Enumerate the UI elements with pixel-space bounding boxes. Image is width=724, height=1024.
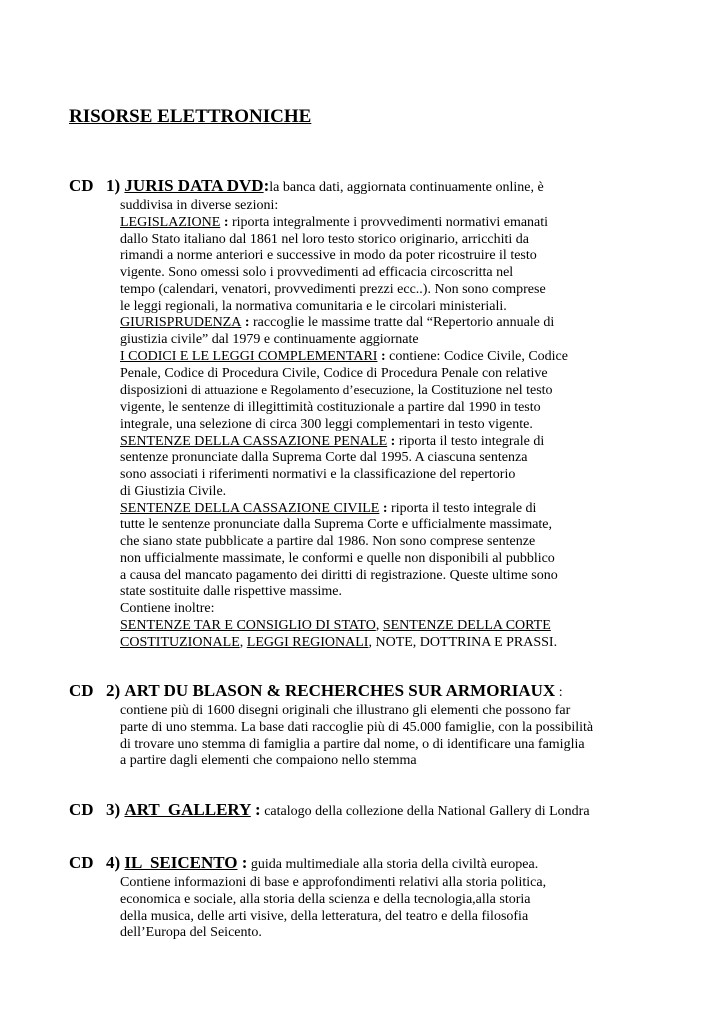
entry-number: 3) [106,800,121,819]
section-giurisprudenza [120,315,709,332]
text-line: integrale, una selezione di circa 300 leggi complementari in testo vigente. [120,416,533,432]
text-line: state sostituite dalle rispettive massime. [120,584,343,600]
cd-label: CD [69,681,94,700]
cd-entry-juris-data [69,176,709,651]
text-fragment: , la Costituzione nel testo [410,383,553,399]
extra-section-corte: SENTENZE DELLA CORTE [382,617,551,633]
cd-label: CD [69,853,94,872]
extra-section-rest: , NOTE, DOTTRINA E PRASSI. [368,634,558,650]
text-line: tempo (calendari, venatori, provvedimenti prezzi ecc..). Non sono comprese [120,281,546,297]
entry-colon: : [555,685,563,700]
text-line: di trovare uno stemma di famiglia a partire dal nome, o di identificare una famiglia [120,736,585,752]
text-line: di Giustizia Civile. [120,483,227,499]
section-label: I CODICI E LE LEGGI COMPLEMENTARI [120,348,378,364]
entry-body [120,875,709,942]
text-line: tutte le sentenze pronunciate dalla Suprema Corte e ufficialmente massimate, [120,517,553,533]
section-cassazione-penale [120,434,709,451]
entry-heading [69,681,709,703]
section-codici [120,349,709,366]
text-line: contiene più di 1600 disegni originali che illustrano gli elementi che possono far [120,703,571,718]
cd-entry-art-gallery [69,800,709,822]
cd-entry-art-du-blason [69,681,709,770]
entry-description: guida multimediale alla storia della civiltà europea. [247,857,539,872]
text-line [120,382,709,400]
text-line: vigente. Sono omessi solo i provvedimenti ad efficacia circoscritta nel [120,265,514,280]
extra-section-leggi-regionali: LEGGI REGIONALI [246,634,369,650]
text-line: parte di uno stemma. La base dati raccoglie più di 45.000 famiglie, con la possibilità [120,719,594,735]
text-line: della musica, delle arti visive, della letteratura, del teatro e della filosofia [120,908,529,924]
entry-description: catalogo della collezione della National Gallery di Londra [260,804,590,819]
cd-label: CD [69,800,94,819]
entry-heading [69,800,709,822]
entry-number: 1) [106,176,121,195]
separator: , [239,634,247,650]
entry-title: ART GALLERY [124,800,251,819]
entry-intro: la banca dati, aggiornata continuamente online, è [269,180,544,195]
extra-section-tar: SENTENZE TAR E CONSIGLIO DI STATO [120,617,376,633]
section-colon: : [220,214,229,230]
text-line: che siano state pubblicate a partire dal 1986. Non sono comprese sentenze [120,534,536,549]
text-line: dallo Stato italiano dal 1861 nel loro testo storico originario, arricchiti da [120,231,530,247]
text-line: Penale, Codice di Procedura Civile, Codice di Procedura Penale con relative [120,365,548,381]
section-label: SENTENZE DELLA CASSAZIONE CIVILE [120,500,380,516]
entry-number: 2) [106,681,121,700]
entry-number: 4) [106,853,121,872]
text-fragment-small: di attuazione e Regolamento d’esecuzione [191,382,411,398]
text-line: giustizia civile” dal 1979 e continuamente aggiornate [120,332,419,347]
entry-colon: : [250,800,261,819]
entry-title: JURIS DATA DVD [124,176,264,195]
section-colon: : [377,348,386,364]
text-line: rimandi a norme anteriori e successive in modo da poter ricostruire il testo [120,248,537,264]
text-line: a partire dagli elementi che compaiono nello stemma [120,753,417,769]
extra-section-costituzionale: COSTITUZIONALE [120,634,240,650]
text-line: Contiene informazioni di base e approfondimenti relativi alla storia politica, [120,875,547,890]
entry-title: IL SEICENTO [124,853,238,872]
text-line: a causa del mancato pagamento dei diritti di registrazione. Queste ultime sono [120,567,558,583]
text-line: economica e sociale, alla storia della scienza e della tecnologia,alla storia [120,891,531,907]
section-label: LEGISLAZIONE [120,214,221,230]
text-line: sentenze pronunciate dalla Suprema Corte dal 1995. A ciascuna sentenza [120,450,528,466]
text-line: riporta il testo integrale di [387,500,537,516]
section-colon: : [241,315,250,331]
text-line: sono associati i riferimenti normativi e la classificazione del repertorio [120,467,516,482]
cd-entry-il-seicento [69,853,709,942]
section-label: SENTENZE DELLA CASSAZIONE PENALE [120,433,388,449]
text-line: dell’Europa del Seicento. [120,925,262,941]
text-line: vigente, le sentenze di illegittimità costituzionale a partire dal 1990 in testo [120,400,541,415]
section-colon: : [379,500,388,516]
text-line: raccoglie le massime tratte dal “Repertorio annuale di [249,315,555,331]
entry-heading [69,853,709,875]
entry-heading [69,176,709,198]
text-line: riporta integralmente i provvedimenti normativi emanati [228,214,549,230]
cd-label: CD [69,176,94,195]
text-line: suddivisa in diverse sezioni: [120,198,279,213]
text-fragment: disposizioni [120,383,192,399]
text-line: non ufficialmente massimate, le conformi e quelle non disponibili al pubblico [120,550,555,566]
text-line: le leggi regionali, la normativa comunitaria e le circolari ministeriali. [120,298,507,314]
page-title: RISORSE ELETTRONICHE [69,106,312,127]
text-line: Contiene inoltre: [120,601,215,616]
entry-colon: : [263,176,270,195]
entry-title: ART DU BLASON & RECHERCHES SUR ARMORIAUX [124,681,556,700]
entry-body [120,198,709,651]
section-cassazione-civile [120,501,709,518]
section-label: GIURISPRUDENZA [120,315,242,331]
extra-sections-line [120,635,709,652]
text-line: contiene: Codice Civile, Codice [385,348,568,364]
extra-sections-line [120,618,709,635]
section-legislazione [120,215,709,232]
entry-colon: : [237,853,248,872]
entry-body [120,703,709,770]
separator: , [375,617,383,633]
text-line: riporta il testo integrale di [395,433,545,449]
section-colon: : [387,433,396,449]
